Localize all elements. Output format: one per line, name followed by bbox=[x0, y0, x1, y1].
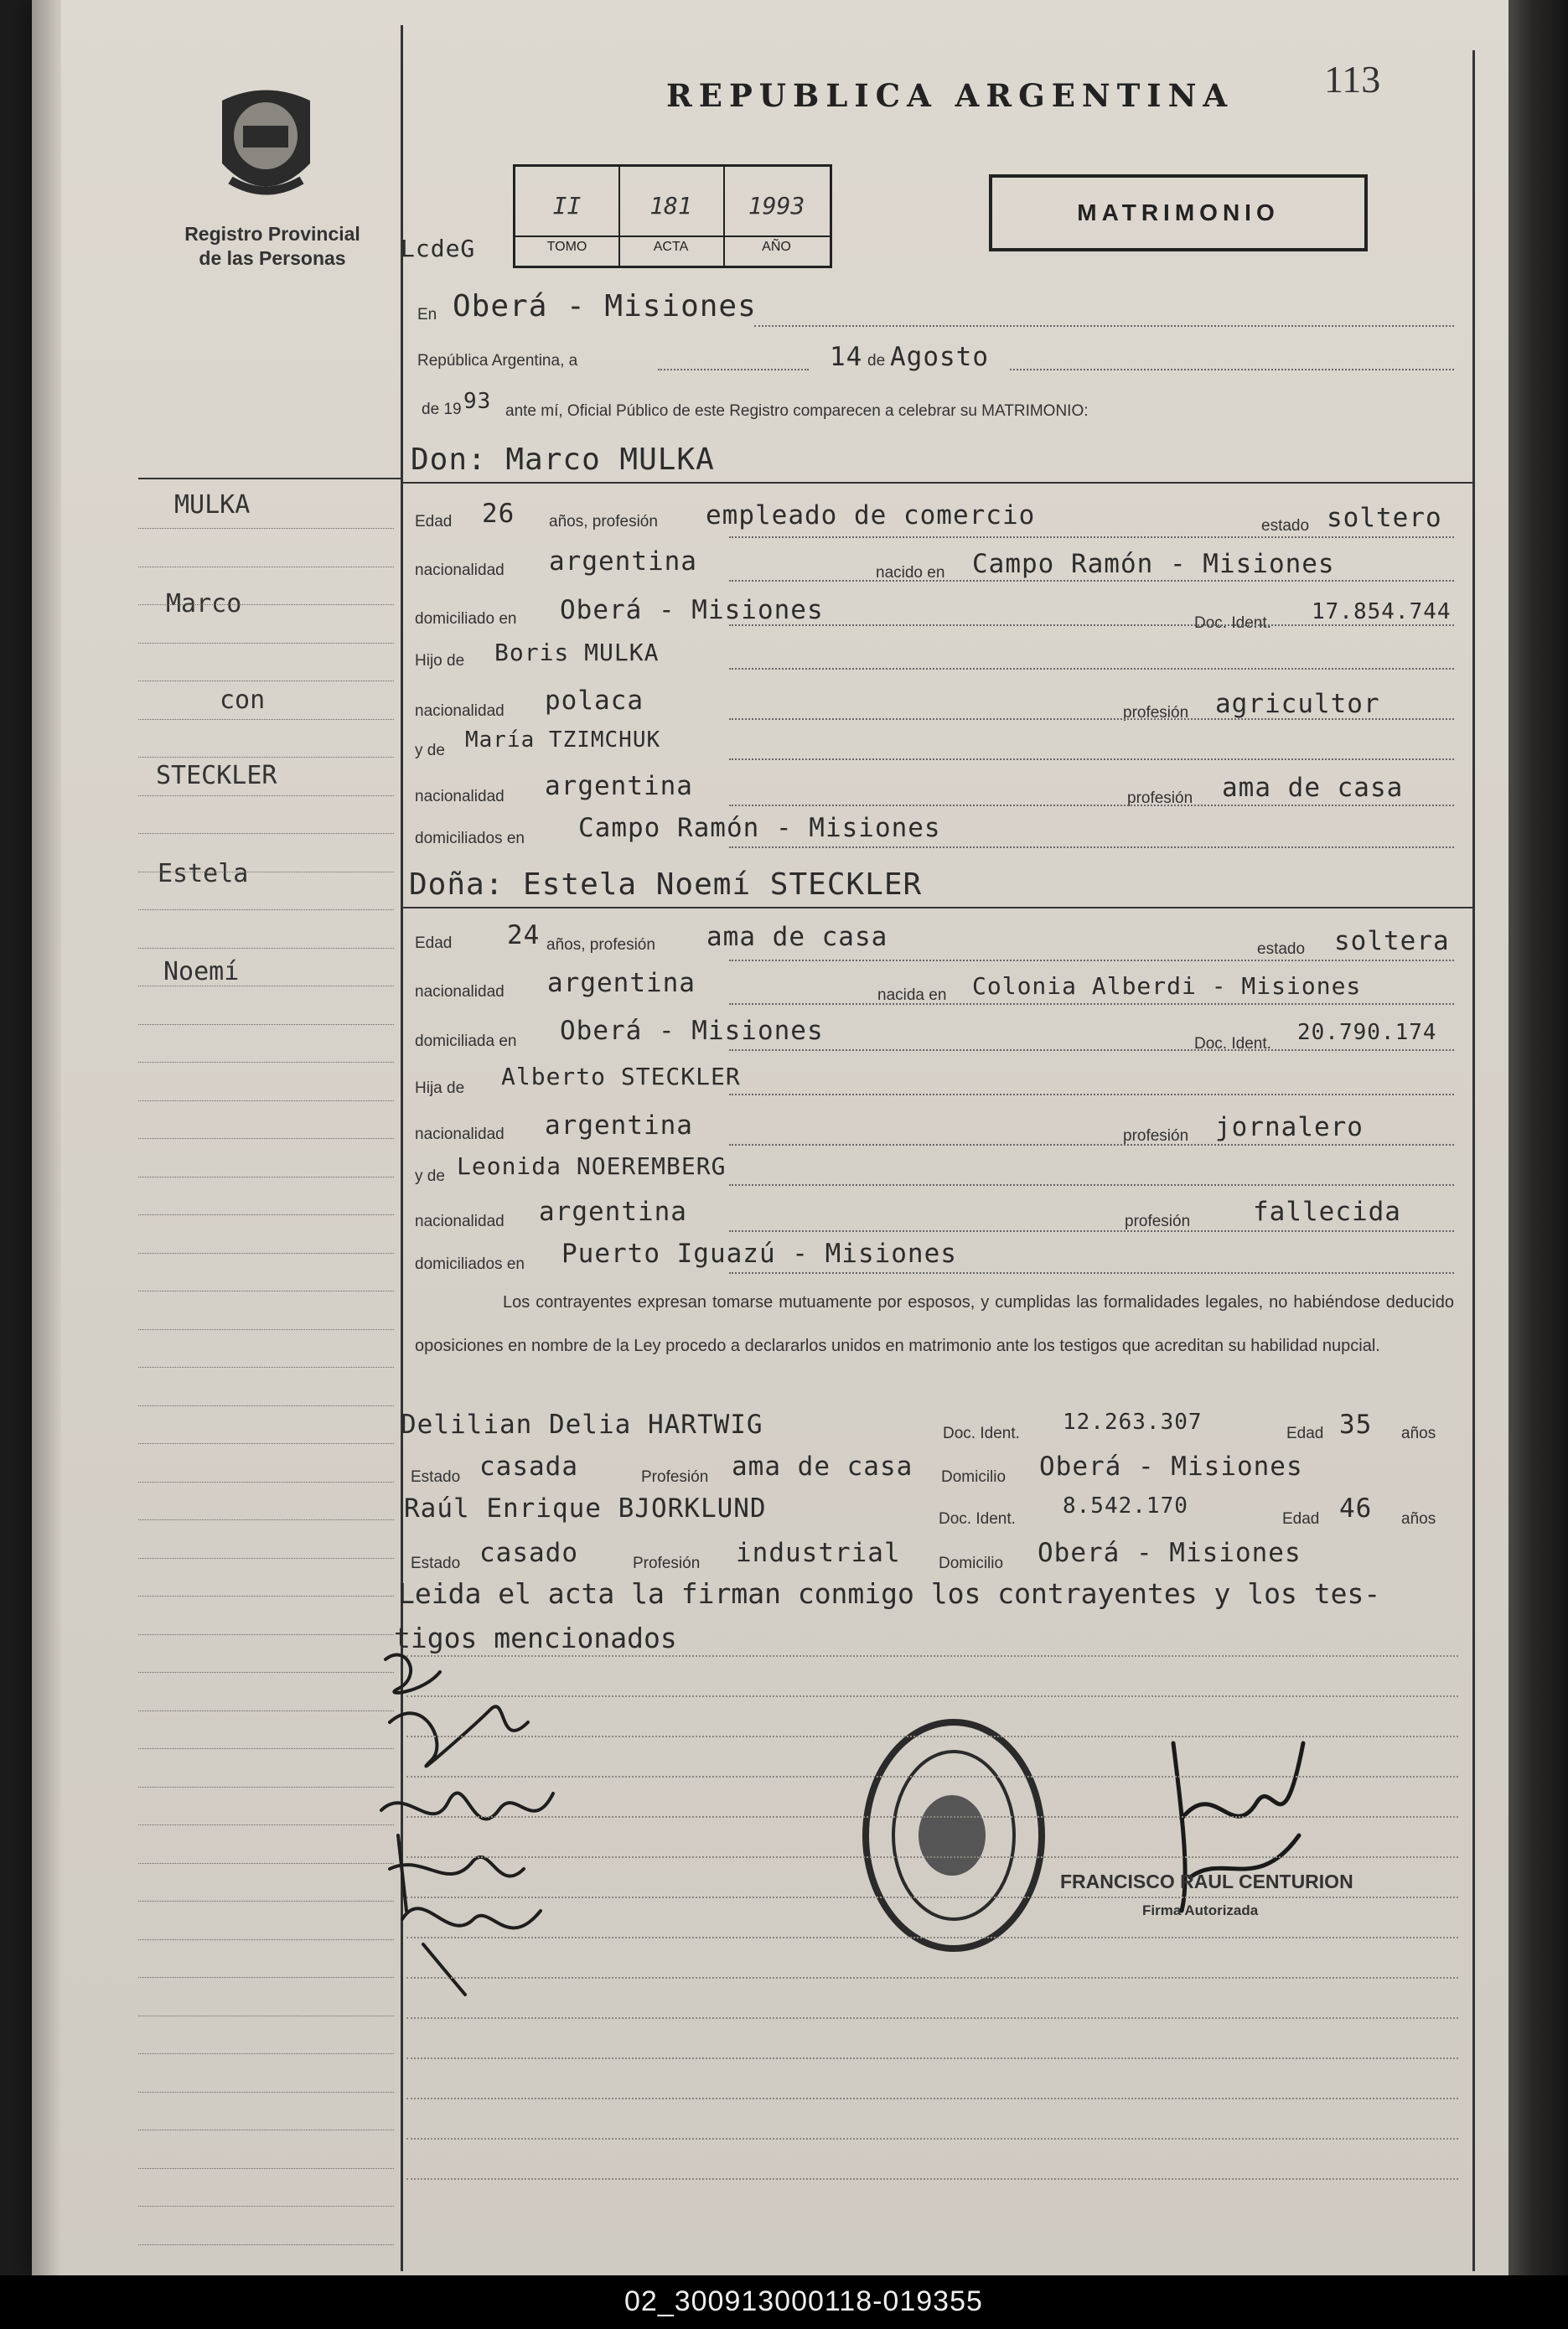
margin-rule bbox=[138, 2244, 394, 2245]
groom-parents-domicile: Campo Ramón - Misiones bbox=[578, 813, 941, 843]
margin-rule bbox=[138, 1062, 394, 1063]
domiciliado-label: domiciliado en bbox=[415, 610, 517, 628]
margin-rule bbox=[138, 795, 394, 796]
act-place: Oberá - Misiones bbox=[453, 289, 757, 323]
rule bbox=[729, 536, 1454, 538]
witness-2-estado: casado bbox=[479, 1538, 578, 1568]
margin-rule bbox=[138, 1863, 394, 1864]
nacido-label: nacido en bbox=[876, 564, 945, 582]
estado-label: estado bbox=[1261, 517, 1310, 535]
margin-rule bbox=[138, 1367, 394, 1368]
doc-label: Doc. Ident. bbox=[1194, 1035, 1271, 1053]
edad-label: Edad bbox=[415, 513, 453, 530]
image-id: 02_300913000118-019355 bbox=[624, 2285, 983, 2317]
margin-rule bbox=[138, 1329, 394, 1330]
doc-label: Doc. Ident. bbox=[943, 1425, 1020, 1442]
profesion-label: Profesión bbox=[641, 1468, 709, 1486]
father-prof-label: profesión bbox=[1123, 704, 1189, 722]
anos-label: años bbox=[1401, 1510, 1436, 1528]
father-nat-label: nacionalidad bbox=[415, 702, 505, 720]
hija-label: Hija de bbox=[415, 1079, 465, 1097]
groom-nationality: argentina bbox=[549, 546, 697, 577]
margin-top-rule bbox=[138, 478, 401, 479]
rule bbox=[729, 846, 1454, 848]
estado-label: Estado bbox=[411, 1468, 461, 1486]
bride-mother: Leonida NOEREMBERG bbox=[457, 1152, 727, 1180]
nacionalidad-label: nacionalidad bbox=[415, 983, 505, 1001]
acta-value: 181 bbox=[649, 192, 692, 220]
rule bbox=[406, 1937, 1458, 1938]
act-month: Agosto bbox=[890, 342, 989, 372]
margin-rule bbox=[138, 757, 394, 758]
domiciliados-label: domiciliados en bbox=[415, 1255, 525, 1273]
margin-rule bbox=[138, 2168, 394, 2169]
right-frame bbox=[1472, 50, 1475, 2271]
margin-name-groom: Marco bbox=[166, 589, 242, 618]
margin-rule bbox=[138, 1824, 394, 1825]
rule bbox=[406, 1776, 1458, 1778]
official-signature-icon bbox=[1157, 1710, 1316, 1928]
rule bbox=[406, 2178, 1458, 2180]
witness-2-domicile: Oberá - Misiones bbox=[1038, 1538, 1301, 1568]
margin-rule bbox=[138, 1443, 394, 1444]
bride-mother-profession: fallecida bbox=[1253, 1197, 1401, 1227]
rule bbox=[406, 1816, 1458, 1818]
margin-rule bbox=[138, 1787, 394, 1788]
rule bbox=[729, 580, 1454, 582]
margin-rule bbox=[138, 1024, 394, 1025]
witness-2-age: 46 bbox=[1339, 1493, 1373, 1524]
groom-birthplace: Campo Ramón - Misiones bbox=[972, 549, 1335, 579]
rule bbox=[406, 2017, 1458, 2019]
rule bbox=[729, 1144, 1454, 1146]
groom-mother: María TZIMCHUK bbox=[465, 727, 661, 753]
groom-age: 26 bbox=[482, 499, 515, 529]
domicilio-label: Domicilio bbox=[941, 1468, 1007, 1486]
margin-rule bbox=[138, 1748, 394, 1749]
rule bbox=[406, 2098, 1458, 2099]
margin-rule bbox=[138, 1558, 394, 1559]
domicilio-label: Domicilio bbox=[939, 1555, 1004, 1572]
doc-label: Doc. Ident. bbox=[939, 1510, 1016, 1528]
ano-value: 1993 bbox=[748, 192, 805, 220]
rule bbox=[406, 1655, 1458, 1657]
bride-age: 24 bbox=[507, 920, 541, 950]
official-name: FRANCISCO RAUL CENTURION bbox=[1060, 1871, 1353, 1892]
mother-nat-label: nacionalidad bbox=[415, 788, 505, 805]
margin-rule bbox=[138, 1634, 394, 1635]
book-edge bbox=[1508, 0, 1568, 2275]
profesion-label: años, profesión bbox=[546, 936, 655, 954]
margin-surname-bride: STECKLER bbox=[156, 761, 277, 790]
rule bbox=[729, 1003, 1454, 1005]
tomo-value: II bbox=[552, 192, 582, 220]
margin-rule bbox=[138, 833, 394, 834]
acta-label: ACTA bbox=[618, 235, 723, 255]
witness-1-domicile: Oberá - Misiones bbox=[1039, 1452, 1303, 1482]
footer-bar bbox=[0, 2275, 1568, 2329]
bride-mother-nationality: argentina bbox=[539, 1197, 687, 1227]
witness-2-doc: 8.542.170 bbox=[1063, 1493, 1188, 1519]
document-type-box: MATRIMONIO bbox=[989, 174, 1368, 251]
ano-label: AÑO bbox=[723, 235, 830, 255]
edad-label: Edad bbox=[415, 934, 453, 952]
bride-name: Doña: Estela Noemí STECKLER bbox=[409, 867, 923, 902]
groom-profession: empleado de comercio bbox=[706, 500, 1036, 530]
rule bbox=[729, 718, 1454, 720]
bride-father-profession: jornalero bbox=[1215, 1112, 1364, 1142]
groom-rule bbox=[402, 482, 1472, 484]
domiciliada-label: domiciliada en bbox=[415, 1033, 517, 1050]
intro-text: ante mí, Oficial Público de este Registro comparecen a celebrar su MATRIMONIO: bbox=[505, 402, 1089, 420]
registry-line-2: de las Personas bbox=[199, 247, 346, 269]
rule bbox=[729, 624, 1454, 626]
tomo-label: TOMO bbox=[515, 235, 618, 255]
tomo-acta-ano-box bbox=[513, 164, 832, 268]
margin-rule bbox=[138, 1596, 394, 1597]
rule bbox=[406, 1736, 1458, 1737]
rule bbox=[729, 1184, 1454, 1186]
official-stamp-icon bbox=[853, 1710, 1054, 1961]
groom-father-profession: agricultor bbox=[1215, 689, 1380, 719]
estado-label: estado bbox=[1257, 940, 1306, 958]
bride-parents-domicile: Puerto Iguazú - Misiones bbox=[561, 1239, 957, 1269]
acta-cell bbox=[618, 167, 725, 266]
country-title: REPUBLICA ARGENTINA bbox=[666, 77, 1234, 114]
margin-rule bbox=[138, 2092, 394, 2093]
groom-doc: 17.854.744 bbox=[1312, 599, 1452, 624]
groom-domicile: Oberá - Misiones bbox=[560, 595, 824, 625]
rule bbox=[406, 2057, 1458, 2059]
margin-rule bbox=[138, 1214, 394, 1215]
republica-label: República Argentina, a bbox=[417, 352, 578, 370]
bride-nationality: argentina bbox=[547, 968, 696, 998]
estado-label: Estado bbox=[411, 1555, 461, 1572]
margin-rule bbox=[138, 528, 394, 529]
nacida-label: nacida en bbox=[877, 986, 947, 1004]
rule bbox=[729, 805, 1454, 806]
margin-rule bbox=[138, 909, 394, 910]
groom-father: Boris MULKA bbox=[494, 639, 660, 666]
margin-rule bbox=[138, 948, 394, 949]
registry-line-1: Registro Provincial bbox=[184, 223, 360, 245]
witness-1-doc: 12.263.307 bbox=[1063, 1410, 1203, 1435]
domiciliados-label: domiciliados en bbox=[415, 830, 525, 847]
bride-estado: soltera bbox=[1334, 926, 1450, 956]
year-prefix: de 19 bbox=[422, 401, 462, 418]
profesion-label: Profesión bbox=[633, 1555, 701, 1572]
folio-number: 113 bbox=[1324, 58, 1381, 101]
act-day: 14 bbox=[830, 342, 863, 372]
bride-birthplace: Colonia Alberdi - Misiones bbox=[972, 972, 1362, 1000]
witness-1-age: 35 bbox=[1339, 1410, 1373, 1440]
ano-cell bbox=[723, 167, 830, 266]
bride-father: Alberto STECKLER bbox=[501, 1063, 741, 1090]
rule bbox=[1010, 369, 1454, 370]
rule bbox=[729, 1094, 1454, 1095]
official-title: Firma Autorizada bbox=[1142, 1902, 1259, 1918]
witness-2-profession: industrial bbox=[736, 1538, 901, 1568]
witness-1-profession: ama de casa bbox=[732, 1452, 913, 1482]
doc-label: Doc. Ident. bbox=[1194, 614, 1271, 632]
witness-1-name: Delilian Delia HARTWIG bbox=[401, 1410, 763, 1440]
margin-rule bbox=[138, 1901, 394, 1902]
rule bbox=[729, 1230, 1454, 1232]
profesion-label: años, profesión bbox=[549, 513, 658, 530]
bride-domicile: Oberá - Misiones bbox=[560, 1016, 824, 1046]
margin-name-bride-2: Noemí bbox=[163, 957, 240, 986]
margin-rule bbox=[138, 1977, 394, 1978]
bride-rule bbox=[402, 907, 1472, 908]
y-de-label: y de bbox=[415, 742, 445, 759]
bride-profession: ama de casa bbox=[706, 922, 888, 952]
rule bbox=[406, 1856, 1458, 1858]
witness-1-estado: casada bbox=[479, 1452, 578, 1482]
tomo-cell bbox=[515, 167, 620, 266]
binding-shadow bbox=[32, 0, 61, 2275]
father-nat-label: nacionalidad bbox=[415, 1126, 505, 1143]
margin-con: con bbox=[220, 686, 266, 715]
margin-rule bbox=[138, 604, 394, 605]
margin-rule bbox=[138, 2053, 394, 2054]
margin-rule bbox=[138, 1253, 394, 1254]
witness-2-name: Raúl Enrique BJORKLUND bbox=[404, 1493, 767, 1524]
rule bbox=[729, 1049, 1454, 1051]
rule bbox=[406, 1897, 1458, 1898]
closing-line-1: Leida el acta la firman conmigo los contrayentes y los tes- bbox=[398, 1577, 1381, 1610]
bride-father-nationality: argentina bbox=[545, 1110, 693, 1141]
margin-name-bride-1: Estela bbox=[158, 859, 249, 888]
rule bbox=[406, 1695, 1458, 1697]
rule bbox=[729, 1272, 1454, 1274]
rule bbox=[406, 2138, 1458, 2140]
y-de-label: y de bbox=[415, 1167, 445, 1185]
margin-surname-groom: MULKA bbox=[174, 490, 251, 520]
rule bbox=[729, 668, 1454, 670]
rule bbox=[406, 1977, 1458, 1979]
groom-estado: soltero bbox=[1327, 503, 1442, 533]
rule bbox=[729, 960, 1454, 961]
rule bbox=[729, 758, 1454, 760]
closing-line-2: tigos mencionados bbox=[394, 1622, 677, 1654]
margin-rule bbox=[138, 1672, 394, 1673]
bride-doc: 20.790.174 bbox=[1297, 1020, 1437, 1045]
de-label: de bbox=[867, 352, 886, 370]
mother-prof-label: profesión bbox=[1127, 789, 1193, 807]
mother-prof-label: profesión bbox=[1125, 1213, 1191, 1230]
groom-father-nationality: polaca bbox=[545, 686, 644, 716]
en-label: En bbox=[417, 306, 437, 323]
registry-name bbox=[168, 222, 377, 271]
margin-code: LcdeG bbox=[401, 235, 476, 262]
hijo-label: Hijo de bbox=[415, 652, 465, 670]
groom-mother-profession: ama de casa bbox=[1222, 773, 1404, 803]
groom-mother-nationality: argentina bbox=[545, 771, 693, 801]
edad-label: Edad bbox=[1282, 1510, 1320, 1528]
margin-rule bbox=[138, 643, 394, 644]
margin-rule bbox=[138, 1519, 394, 1520]
margin-rule bbox=[138, 719, 394, 720]
margin-rule bbox=[138, 1939, 394, 1940]
anos-label: años bbox=[1401, 1425, 1436, 1442]
provincial-seal-icon bbox=[214, 84, 318, 205]
declaration-paragraph: Los contrayentes expresan tomarse mutuamente por esposos, y cumplidas las formalidades legales, no habiéndose deducido oposiciones en nombre de la Ley procedo a declararlos unidos en matrimonio ante los testigos que acreditan su habilidad nupcial. bbox=[415, 1293, 1454, 1355]
father-prof-label: profesión bbox=[1123, 1127, 1189, 1145]
rule bbox=[658, 369, 809, 370]
margin-rule bbox=[138, 1482, 394, 1483]
groom-name: Don: Marco MULKA bbox=[411, 443, 715, 477]
margin-rule bbox=[138, 2206, 394, 2207]
edad-label: Edad bbox=[1286, 1425, 1324, 1442]
mother-nat-label: nacionalidad bbox=[415, 1213, 505, 1230]
rule bbox=[754, 325, 1454, 327]
margin-rule bbox=[138, 1405, 394, 1406]
margin-rule bbox=[138, 1138, 394, 1139]
margin-rule bbox=[138, 1100, 394, 1101]
act-year-suffix: 93 bbox=[463, 389, 492, 414]
nacionalidad-label: nacionalidad bbox=[415, 562, 505, 579]
